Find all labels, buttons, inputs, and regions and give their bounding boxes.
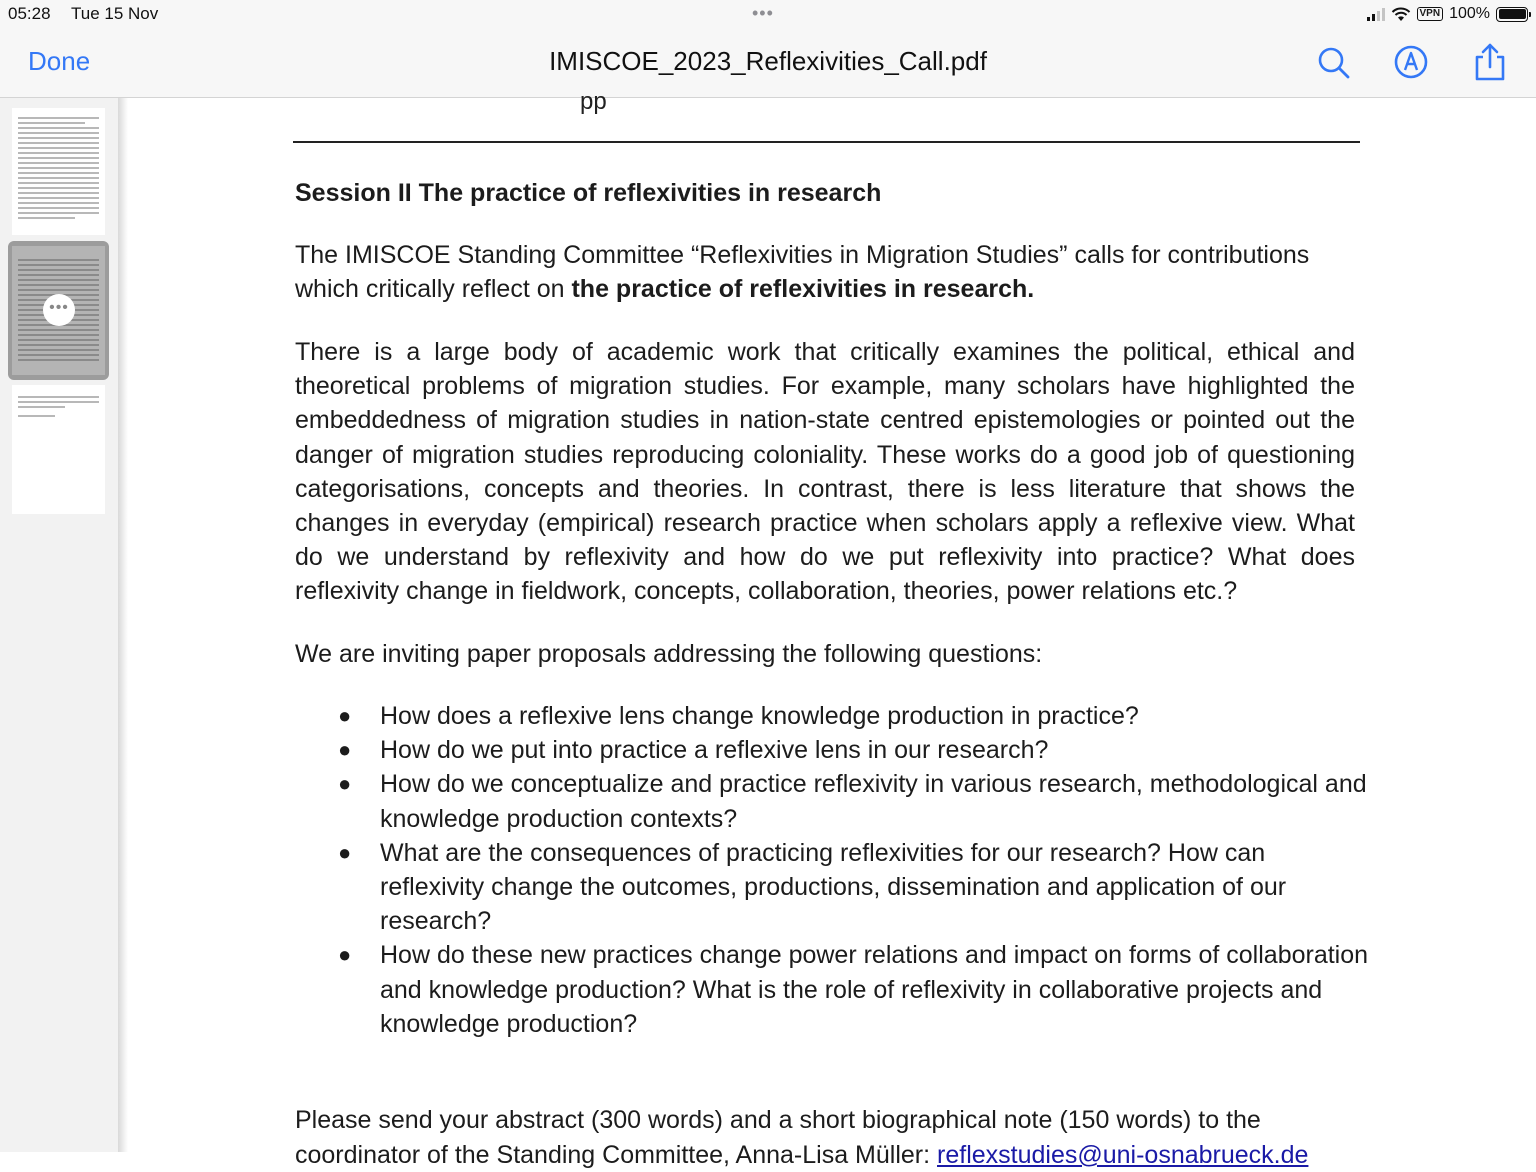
search-icon[interactable] <box>1313 42 1353 82</box>
markup-icon[interactable] <box>1391 42 1431 82</box>
question-text: How do we conceptualize and practice reflexivity in various research, methodological and knowledge production contexts? <box>380 770 1367 833</box>
status-date: Tue 15 Nov <box>71 4 159 23</box>
session-heading: Session II The practice of reflexivities in research <box>295 179 882 207</box>
nav-bar <box>0 28 1536 98</box>
bullet-icon: ● <box>338 771 352 797</box>
questions-list <box>295 699 1375 1041</box>
page-thumbnail-1[interactable] <box>12 108 105 235</box>
done-button[interactable]: Done <box>28 46 91 76</box>
intro-bold-text: the practice of reflexivities in research. <box>571 275 1035 304</box>
list-item <box>295 733 1375 767</box>
status-indicators <box>1367 4 1528 24</box>
bullet-icon: ● <box>338 703 352 728</box>
battery-icon <box>1496 7 1528 22</box>
pdf-page[interactable] <box>128 88 1536 1169</box>
vpn-badge: VPN <box>1417 7 1444 21</box>
bullet-icon: ● <box>338 942 352 968</box>
body-paragraph: There is a large body of academic work that critically examines the political, ethical and theoretical problems of migration studies. For example, many scholars have highlighted the embeddedness of migration studies in nation-state centred epistemologies or pointed out the danger of migration studies reproducing coloniality. These works do a good job of questioning categorisations, concepts and theories. In contrast, there is less literature that shows the changes in everyday (empirical) research practice when scholars apply a reflexive view. What do we understand by reflexivity and how do we put reflexivity into practice? What does reflexivity change in fieldwork, concepts, collaboration, theories, power relations etc.? <box>295 338 1355 606</box>
share-icon[interactable] <box>1470 42 1510 82</box>
sidebar-divider <box>118 98 128 1152</box>
page-thumbnails-sidebar <box>0 98 118 1152</box>
battery-percent: 100% <box>1449 5 1490 22</box>
status-bar <box>0 0 1536 28</box>
intro-text: The IMISCOE Standing Committee “Reflexivities in Migration Studies” calls for contributions which critically reflect on <box>295 241 1310 304</box>
cut-off-text: pp <box>580 88 607 115</box>
question-text: How do these new practices change power relations and impact on forms of collaboration and knowledge production? What is the role of reflexivity in collaborative projects and knowledge production? <box>380 941 1369 1038</box>
document-title: IMISCOE_2023_Reflexivities_Call.pdf <box>549 46 987 76</box>
horizontal-rule <box>293 141 1360 143</box>
list-item <box>295 699 1375 733</box>
email-link[interactable]: reflexstudies@uni-osnabrueck.de <box>937 1141 1309 1169</box>
submission-text: Please send your abstract (300 words) and a short biographical note (150 words) to the <box>295 1106 1261 1134</box>
question-text: How does a reflexive lens change knowledge production in practice? <box>380 702 1139 730</box>
bullet-icon: ● <box>338 737 352 763</box>
question-text: What are the consequences of practicing reflexivities for our research? How can reflexivity change the outcomes, productions, dissemination and application of our research? <box>380 838 1287 936</box>
list-item <box>295 767 1375 835</box>
multitasking-dots-icon[interactable]: ••• <box>752 3 774 23</box>
list-item <box>295 836 1375 939</box>
question-text: How do we put into practice a reflexive lens in our research? <box>380 736 1049 765</box>
wifi-icon <box>1391 7 1411 22</box>
cellular-signal-icon <box>1367 8 1385 21</box>
page-thumbnail-3[interactable] <box>12 385 105 514</box>
bullet-icon: ● <box>338 839 352 865</box>
intro-paragraph <box>295 238 1355 306</box>
list-item <box>295 938 1375 1041</box>
questions-intro: We are inviting paper proposals addressing the following questions: <box>295 640 1043 668</box>
thumbnail-more-button[interactable]: ••• <box>43 294 75 326</box>
status-time: 05:28 <box>8 4 51 23</box>
coordinator-line <box>295 1138 1355 1172</box>
coordinator-text: coordinator of the Standing Committee, Anna-Lisa Müller: <box>295 1141 938 1169</box>
